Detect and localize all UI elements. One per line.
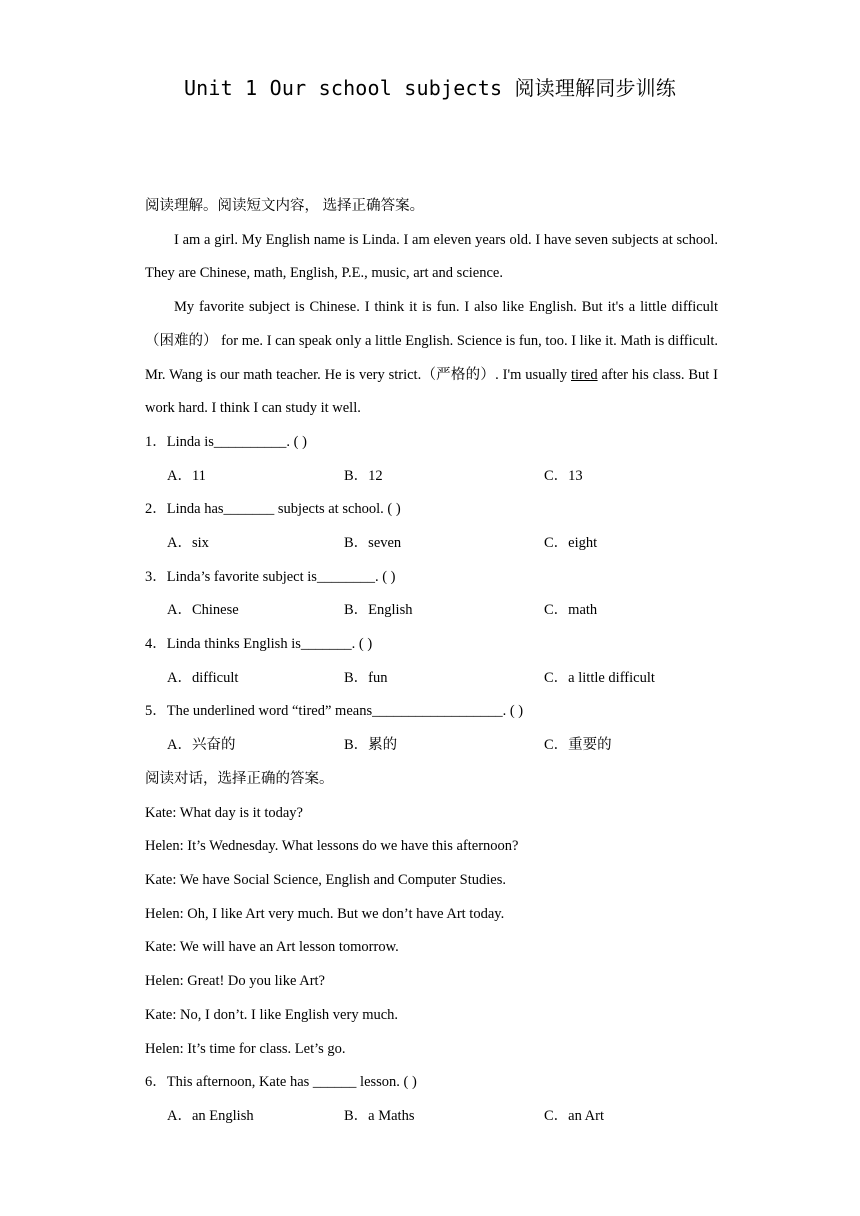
section2-instruction: 阅读对话，选择正确的答案。 <box>145 770 334 787</box>
question-5 <box>145 695 718 762</box>
option-b: B．a Maths <box>344 1107 415 1124</box>
option-b: B．12 <box>344 467 383 484</box>
option-c: C．eight <box>544 535 598 552</box>
dialogue-line: Kate: We will have an Art lesson tomorrow. <box>145 939 399 956</box>
option-a: A．兴奋的 <box>167 737 236 754</box>
option-a: A．11 <box>167 467 206 484</box>
option-a: A．difficult <box>167 669 239 686</box>
question-3 <box>145 561 718 628</box>
dialogue-line: Helen: Great! Do you like Art? <box>145 973 325 990</box>
document-body <box>145 190 718 1134</box>
question-options <box>145 1100 718 1134</box>
passage-paragraph-2-text: My favorite subject is Chinese. I think it is fun. I also like English. But it's a little difficult（困难的） for me. I can speak only a little English. Science is fun, too. I like it. Math is difficult. Mr. Wang is our math teacher. He is very strict.（严格的）. I'm usually <box>145 299 718 383</box>
question-2 <box>145 493 718 560</box>
option-a: A．Chinese <box>167 602 239 619</box>
option-c: C．an Art <box>544 1107 605 1124</box>
passage-paragraph-1: I am a girl. My English name is Linda. I am eleven years old. I have seven subjects at school. They are Chinese, math, English, P.E., music, art and science. <box>145 231 718 282</box>
dialogue-line: Helen: Oh, I like Art very much. But we don’t have Art today. <box>145 905 505 922</box>
dialogue-line: Kate: What day is it today? <box>145 804 303 821</box>
question-stem: 4．Linda thinks English is_______. ( ) <box>145 636 373 653</box>
dialogue-line: Helen: It’s Wednesday. What lessons do we have this afternoon? <box>145 838 519 855</box>
question-options <box>145 527 718 561</box>
question-options <box>145 460 718 494</box>
question-stem: 6．This afternoon, Kate has ______ lesson. ( ) <box>145 1074 417 1091</box>
option-b: B．English <box>344 602 413 619</box>
passage-paragraph-2-text-end: after his class. But I work hard. I think I can study it well. <box>145 366 718 417</box>
question-stem: 1．Linda is__________. ( ) <box>145 433 307 450</box>
option-c: C．重要的 <box>544 737 612 754</box>
section1-instruction: 阅读理解。阅读短文内容， 选择正确答案。 <box>145 198 425 214</box>
option-c: C．a little difficult <box>544 669 655 686</box>
option-b: B．累的 <box>344 737 398 754</box>
question-6 <box>145 1066 718 1133</box>
question-4 <box>145 628 718 695</box>
question-stem: 3．Linda’s favorite subject is________. ( ) <box>145 568 396 585</box>
question-options <box>145 594 718 628</box>
dialogue-line: Helen: It’s time for class. Let’s go. <box>145 1040 346 1057</box>
option-a: A．an English <box>167 1107 254 1124</box>
option-a: A．six <box>167 535 209 552</box>
question-stem: 2．Linda has_______ subjects at school. ( ) <box>145 501 401 518</box>
question-options <box>145 662 718 696</box>
underlined-word: tired <box>571 366 598 383</box>
question-stem: 5．The underlined word “tired” means__________________. ( ) <box>145 703 524 720</box>
question-options <box>145 729 718 763</box>
option-c: C．math <box>544 602 598 619</box>
dialogue-line: Kate: No, I don’t. I like English very much. <box>145 1006 399 1023</box>
page-title: Unit 1 Our school subjects 阅读理解同步训练 <box>183 76 677 100</box>
passage-paragraph-2 <box>145 291 718 426</box>
option-b: B．seven <box>344 535 402 552</box>
question-1 <box>145 426 718 493</box>
option-b: B．fun <box>344 669 388 686</box>
dialogue-line: Kate: We have Social Science, English and Computer Studies. <box>145 871 506 888</box>
option-c: C．13 <box>544 467 583 484</box>
